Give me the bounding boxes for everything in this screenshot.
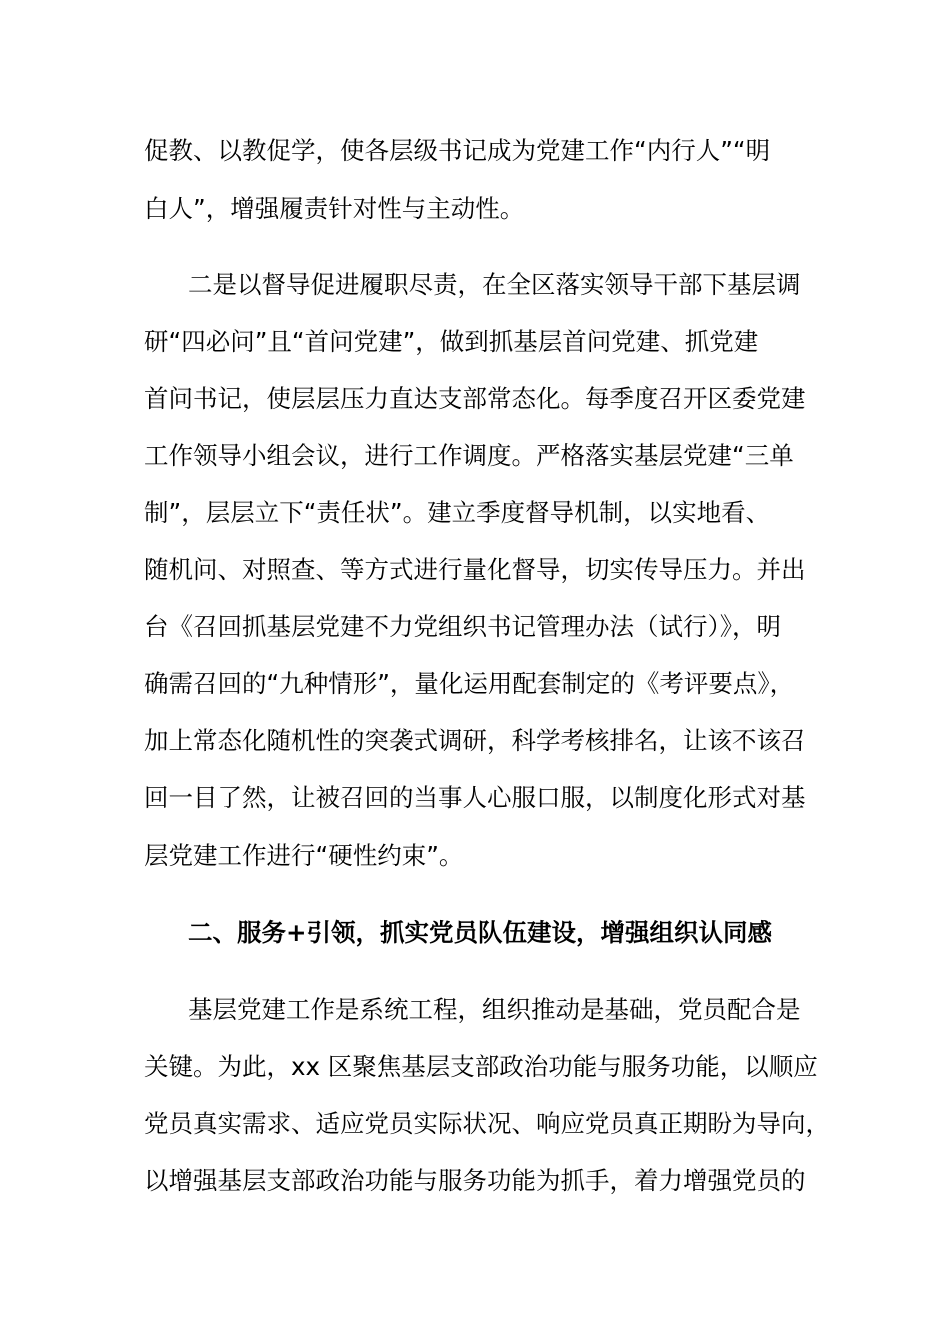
paragraph-3-line-2: 关键。为此，xx 区聚焦基层支部政治功能与服务功能，以顺应	[144, 1052, 818, 1081]
paragraph-2-line-6: 随机问、对照查、等方式进行量化督导，切实传导压力。并出	[144, 555, 806, 584]
section-heading: 二、服务+引领，抓实党员队伍建设，增强组织认同感	[188, 918, 773, 947]
paragraph-1-line-2: 白人”，增强履责针对性与主动性。	[144, 194, 525, 223]
paragraph-3-line-3: 党员真实需求、适应党员实际状况、响应党员真正期盼为导向，	[144, 1109, 830, 1138]
paragraph-2-line-7: 台《召回抓基层党建不力党组织书记管理办法（试行）》，明	[144, 612, 781, 641]
paragraph-2-line-5: 制”，层层立下“责任状”。建立季度督导机制，以实地看、	[144, 498, 771, 527]
paragraph-1-line-1: 促教、以教促学，使各层级书记成为党建工作“内行人”“明	[144, 136, 771, 165]
paragraph-2-line-1: 二是以督导促进履职尽责，在全区落实领导干部下基层调	[188, 270, 801, 299]
paragraph-2-line-8: 确需召回的“九种情形”，量化运用配套制定的《考评要点》，	[144, 669, 795, 698]
paragraph-2-line-3: 首问书记，使层层压力直达支部常态化。每季度召开区委党建	[144, 384, 806, 413]
paragraph-2-line-4: 工作领导小组会议，进行工作调度。严格落实基层党建“三单	[144, 441, 794, 470]
paragraph-2-line-10: 回一目了然，让被召回的当事人心服口服，以制度化形式对基	[144, 783, 806, 812]
paragraph-2-line-11: 层党建工作进行“硬性约束”。	[144, 841, 464, 870]
paragraph-2-line-9: 加上常态化随机性的突袭式调研，科学考核排名，让该不该召	[144, 726, 806, 755]
paragraph-3-line-1: 基层党建工作是系统工程，组织推动是基础，党员配合是	[188, 995, 801, 1024]
paragraph-2-line-2: 研“四必问”且“首问党建”，做到抓基层首问党建、抓党建	[144, 327, 759, 356]
paragraph-3-line-4: 以增强基层支部政治功能与服务功能为抓手，着力增强党员的	[144, 1166, 806, 1195]
